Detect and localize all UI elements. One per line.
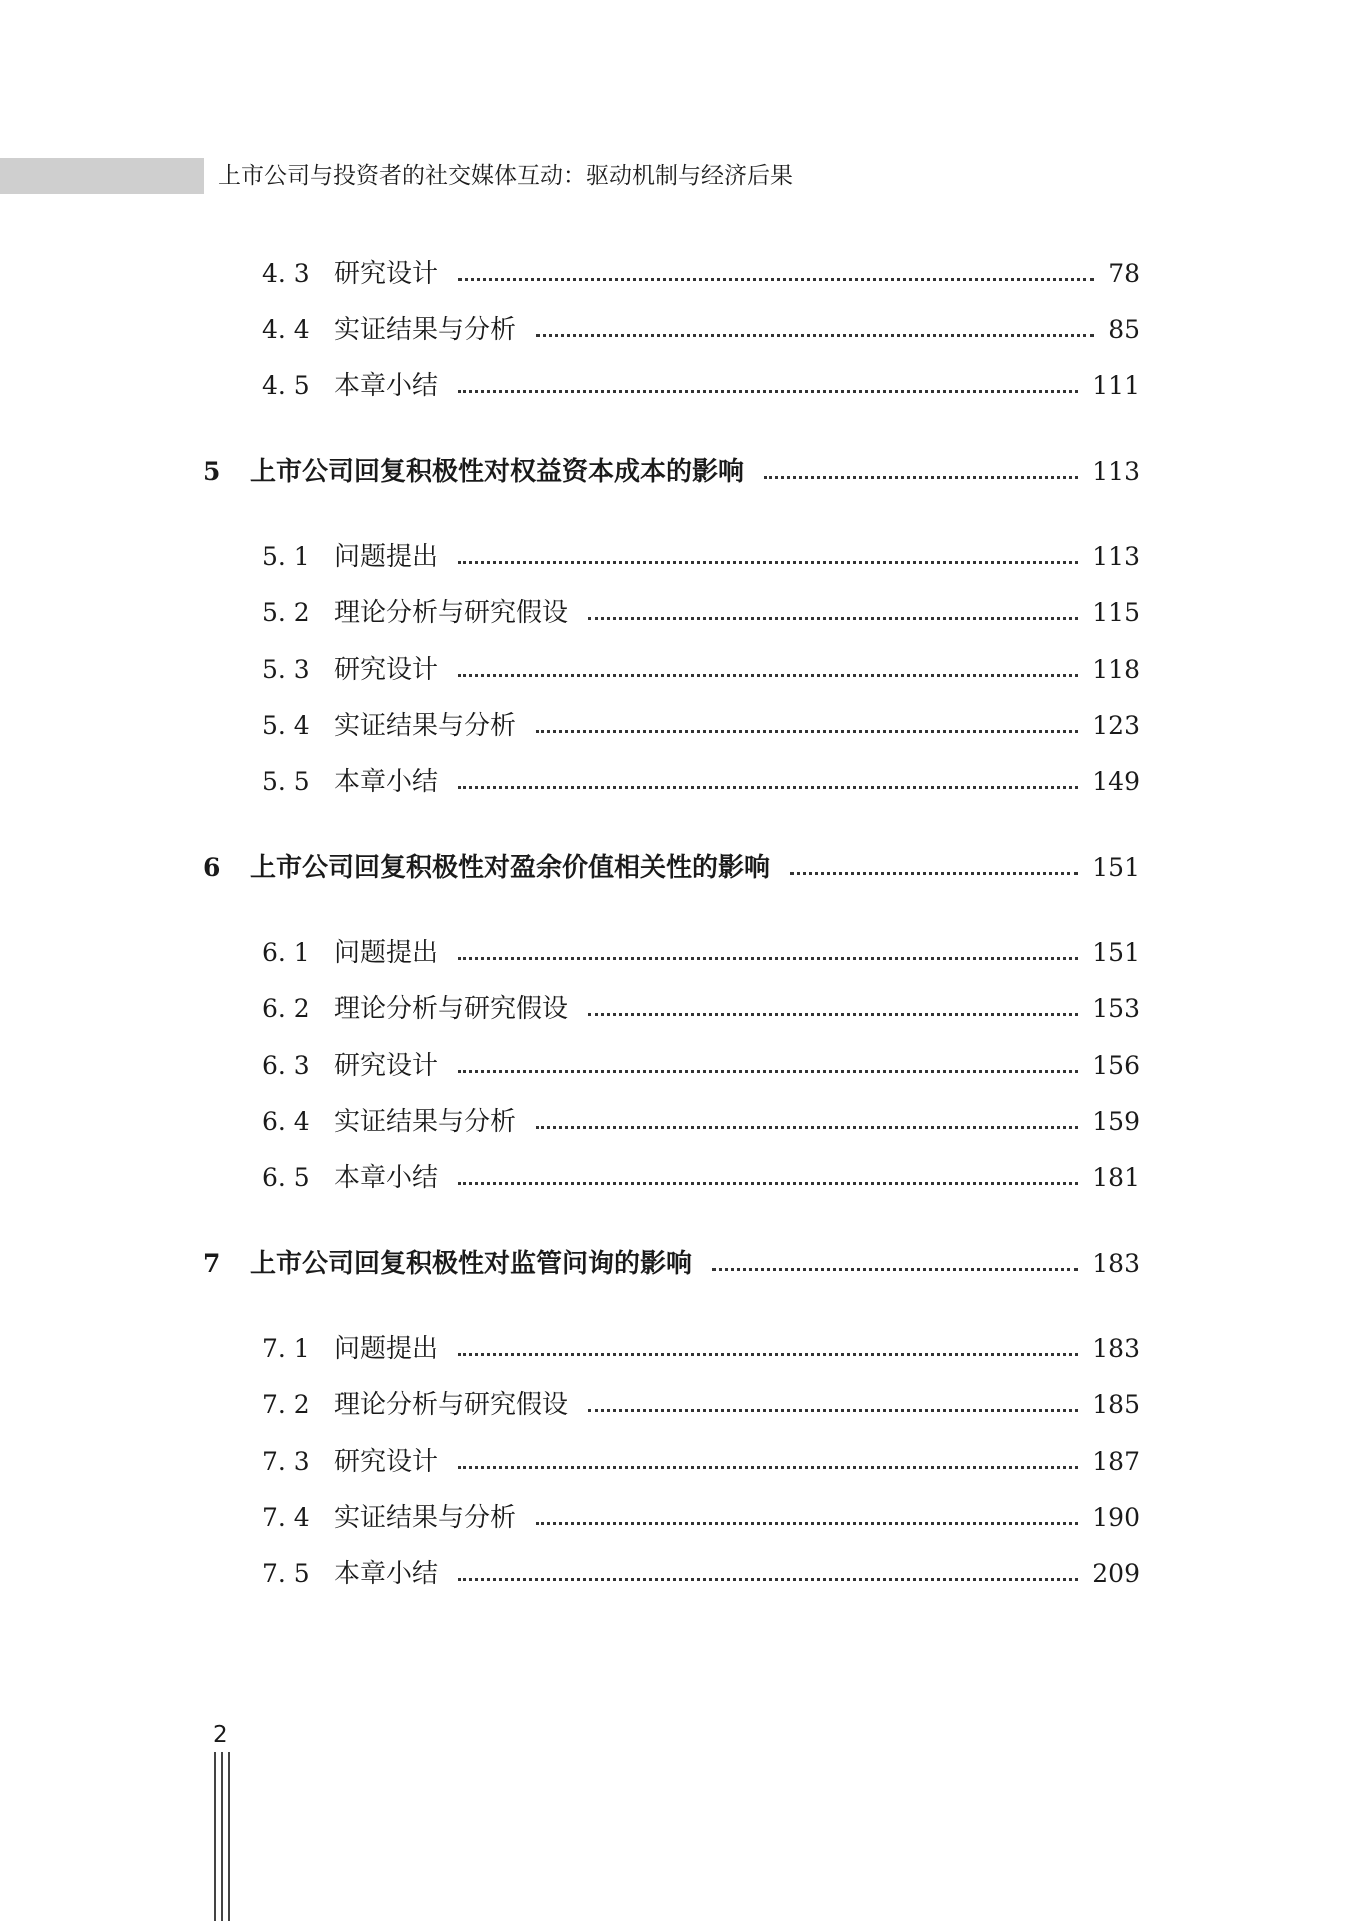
toc-entry-page: 153 [1092,994,1140,1023]
toc-entry-number: 6. 5 [262,1163,310,1192]
toc-leader-dots [458,390,1078,393]
toc-entry-title: 理论分析与研究假设 [334,598,569,628]
toc-entry-page: 190 [1092,1503,1140,1532]
toc-leader-dots [712,1268,1078,1271]
toc-entry-page: 118 [1092,655,1140,684]
toc-section-entry [0,595,1346,631]
toc-entry-number: 6 [203,853,221,882]
toc-section-entry [0,256,1346,292]
toc-leader-dots [458,1353,1078,1356]
toc-entry-title: 上市公司回复积极性对盈余价值相关性的影响 [250,853,771,883]
toc-entry-title: 实证结果与分析 [334,1503,517,1533]
toc-entry-page: 78 [1108,259,1140,288]
toc-entry-number: 5. 3 [262,655,310,684]
toc-section-entry [0,708,1346,744]
toc-leader-dots [458,1466,1078,1469]
toc-entry-page: 149 [1092,767,1140,796]
toc-entry-page: 113 [1092,542,1140,571]
toc-section-entry [0,368,1346,404]
toc-entry-title: 问题提出 [334,938,439,968]
toc-section-entry [0,1104,1346,1140]
toc-entry-number: 5. 5 [262,767,310,796]
toc-entry-page: 187 [1092,1447,1140,1476]
toc-entry-title: 研究设计 [334,1447,439,1477]
toc-entry-number: 4. 4 [262,315,310,344]
toc-entry-page: 181 [1092,1163,1140,1192]
toc-entry-page: 183 [1092,1249,1140,1278]
toc-chapter-entry [0,454,1346,490]
toc-entry-page: 123 [1092,711,1140,740]
toc-entry-title: 研究设计 [334,1051,439,1081]
toc-entry-number: 7. 1 [262,1334,310,1363]
toc-chapter-entry [0,1246,1346,1282]
toc-entry-title: 实证结果与分析 [334,315,517,345]
toc-entry-title: 理论分析与研究假设 [334,1390,569,1420]
toc-entry-title: 本章小结 [334,767,439,797]
toc-leader-dots [536,1126,1078,1129]
toc-entry-number: 6. 1 [262,938,310,967]
toc-leader-dots [458,1182,1078,1185]
toc-entry-title: 实证结果与分析 [334,711,517,741]
toc-leader-dots [588,617,1078,620]
toc-entry-number: 6. 4 [262,1107,310,1136]
toc-section-entry [0,1444,1346,1480]
decorative-edge-lines [214,1752,232,1921]
toc-entry-title: 上市公司回复积极性对权益资本成本的影响 [250,457,745,487]
toc-entry-number: 7. 2 [262,1390,310,1419]
toc-section-entry [0,1500,1346,1536]
toc-entry-number: 7. 4 [262,1503,310,1532]
toc-entry-number: 7 [203,1249,221,1278]
toc-entry-title: 理论分析与研究假设 [334,994,569,1024]
toc-entry-page: 159 [1092,1107,1140,1136]
toc-entry-page: 113 [1092,457,1140,486]
toc-entry-title: 研究设计 [334,259,439,289]
toc-entry-title: 研究设计 [334,655,439,685]
toc-entry-page: 209 [1092,1559,1140,1588]
toc-leader-dots [458,1578,1078,1581]
toc-section-entry [0,1387,1346,1423]
toc-section-entry [0,764,1346,800]
toc-entry-title: 问题提出 [334,542,439,572]
toc-entry-title: 问题提出 [334,1334,439,1364]
book-title: 上市公司与投资者的社交媒体互动：驱动机制与经济后果 [218,163,793,189]
toc-section-entry [0,1556,1346,1592]
toc-entry-page: 185 [1092,1390,1140,1419]
toc-leader-dots [458,278,1094,281]
toc-entry-page: 115 [1092,598,1140,627]
toc-entry-page: 183 [1092,1334,1140,1363]
toc-leader-dots [790,872,1078,875]
toc-section-entry [0,1331,1346,1367]
toc-leader-dots [588,1409,1078,1412]
toc-entry-page: 111 [1092,371,1140,400]
toc-entry-number: 5. 4 [262,711,310,740]
toc-leader-dots [458,1070,1078,1073]
toc-leader-dots [764,476,1078,479]
toc-entry-title: 本章小结 [334,1559,439,1589]
toc-entry-page: 151 [1092,853,1140,882]
toc-entry-title: 上市公司回复积极性对监管问询的影响 [250,1249,693,1279]
toc-section-entry [0,539,1346,575]
toc-leader-dots [458,674,1078,677]
toc-entry-number: 4. 5 [262,371,310,400]
toc-leader-dots [536,730,1078,733]
toc-entry-title: 实证结果与分析 [334,1107,517,1137]
toc-section-entry [0,652,1346,688]
toc-leader-dots [458,957,1078,960]
toc-entry-page: 85 [1108,315,1140,344]
toc-leader-dots [458,561,1078,564]
toc-leader-dots [458,786,1078,789]
toc-entry-number: 6. 3 [262,1051,310,1080]
toc-section-entry [0,1160,1346,1196]
toc-section-entry [0,935,1346,971]
toc-entry-number: 7. 3 [262,1447,310,1476]
toc-leader-dots [536,1522,1078,1525]
toc-entry-title: 本章小结 [334,371,439,401]
toc-leader-dots [588,1013,1078,1016]
toc-entry-page: 156 [1092,1051,1140,1080]
toc-entry-number: 5. 1 [262,542,310,571]
toc-entry-number: 4. 3 [262,259,310,288]
toc-entry-title: 本章小结 [334,1163,439,1193]
toc-leader-dots [536,334,1094,337]
toc-entry-number: 7. 5 [262,1559,310,1588]
toc-section-entry [0,1048,1346,1084]
toc-section-entry [0,991,1346,1027]
toc-entry-page: 151 [1092,938,1140,967]
toc-section-entry [0,312,1346,348]
page-number: 2 [213,1722,228,1748]
toc-entry-number: 5. 2 [262,598,310,627]
toc-entry-number: 6. 2 [262,994,310,1023]
toc-entry-number: 5 [203,457,221,486]
toc-chapter-entry [0,850,1346,886]
